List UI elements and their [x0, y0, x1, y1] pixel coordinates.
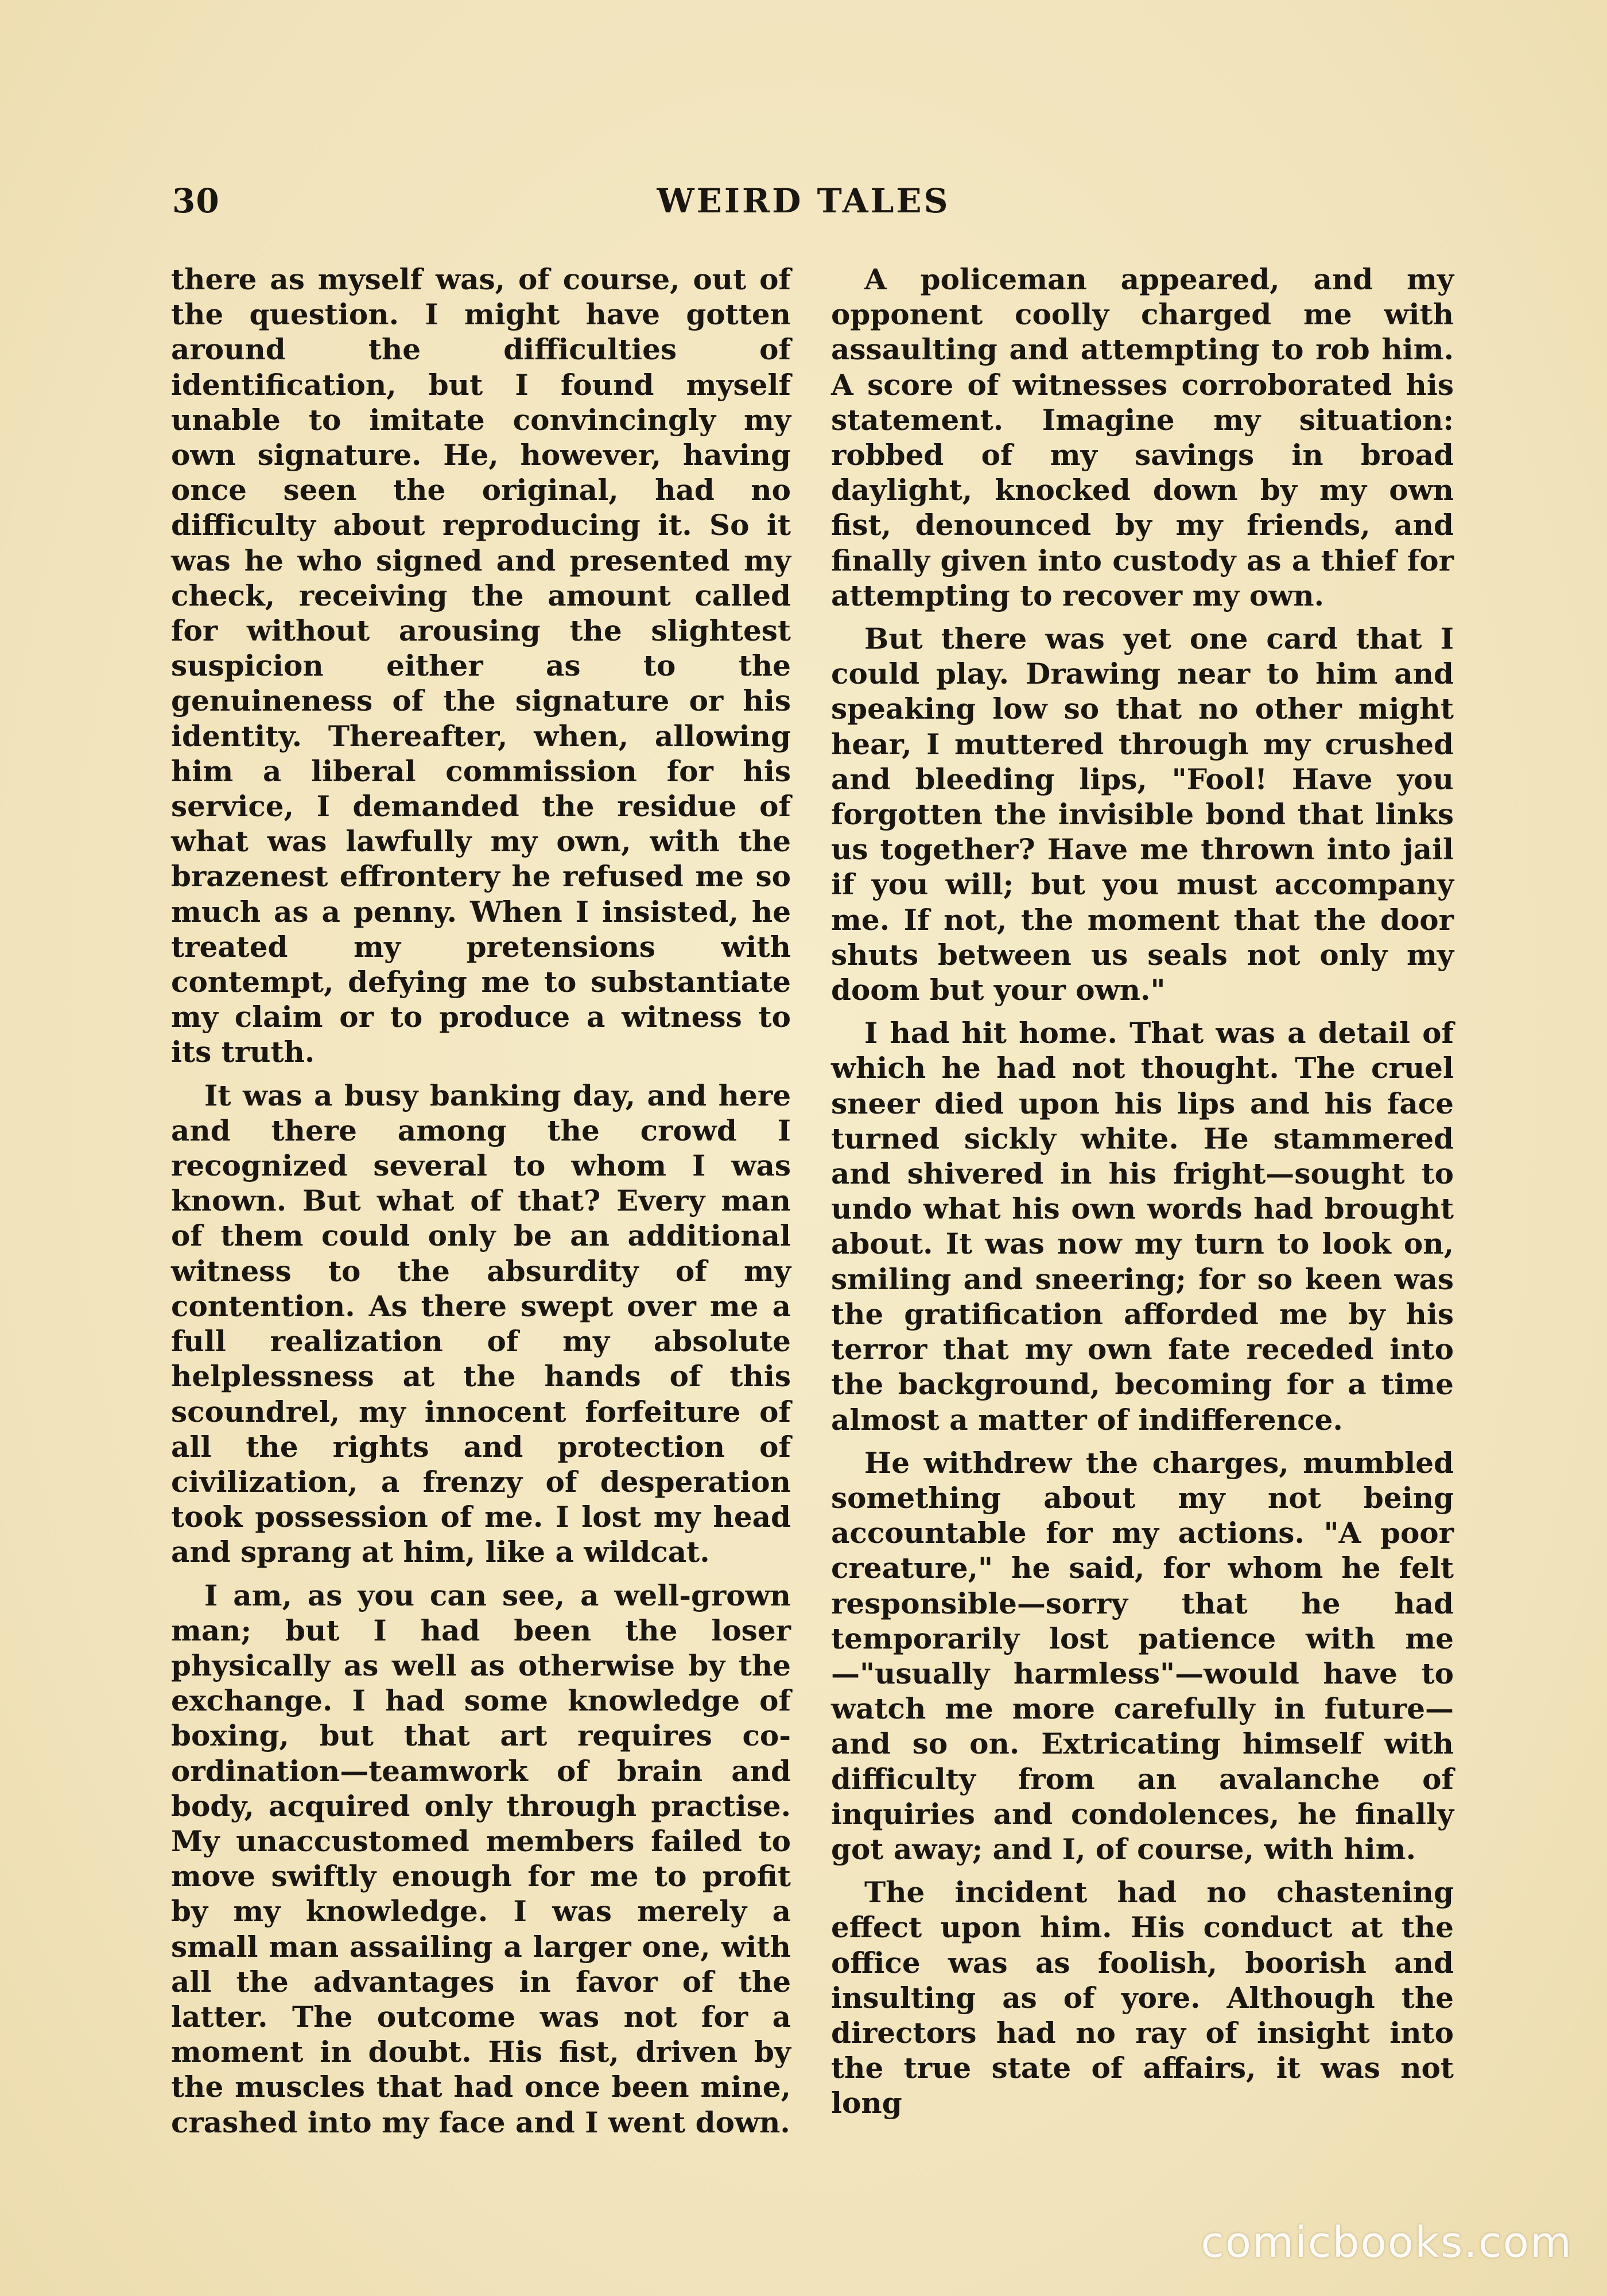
paragraph: It was a busy banking day, and here and there among the crowd I recognized several to whom I was known. But what of that? Every man of them could only be an additional witness to the absurdity of my contention. As there swept over me a full realization of my absolute helplessness at the hands of this scoundrel, my innocent forfeiture of all the rights and protection of civilization, a frenzy of desperation took possession of me. I lost my head and sprang at him, like a wildcat. — [171, 1078, 791, 1569]
page-number: 30 — [172, 181, 220, 220]
paragraph: The incident had no chastening effect upon him. His conduct at the office was as foolish, boorish and insulting as of yore. Although the directors had no ray of insight into the true state of affairs, it was not long — [831, 1875, 1454, 2120]
left-text-column — [171, 262, 791, 2148]
site-watermark: comicbooks.com — [1201, 2218, 1573, 2267]
paragraph: there as myself was, of course, out of the question. I might have gotten around the difficulties of identification, but I found myself unable to imitate convincingly my own signature. He, however, having once seen the original, had no difficulty about reproducing it. So it was he who signed and presented my check, receiving the amount called for without arousing the slightest suspicion either as to the genuineness of the signature or his identity. Thereafter, when, allowing him a liberal commission for his service, I demanded the residue of what was lawfully my own, with the brazenest effrontery he refused me so much as a penny. When I insisted, he treated my pretensions with contempt, defying me to substantiate my claim or to produce a witness to its truth. — [171, 262, 791, 1069]
running-head-title: WEIRD TALES — [657, 181, 950, 220]
paragraph: A policeman appeared, and my opponent coolly charged me with assaulting and attempting to rob him. A score of witnesses corroborated his statement. Imagine my situation: robbed of my savings in broad daylight, knocked down by my own fist, denounced by my friends, and finally given into custody as a thief for attempting to recover my own. — [831, 262, 1454, 612]
paragraph: I am, as you can see, a well-grown man; but I had been the loser physically as well as otherwise by the exchange. I had some knowledge of boxing, but that art requires co-ordination—teamwork of brain and body, acquired only through practise. My unaccustomed members failed to move swiftly enough for me to profit by my knowledge. I was merely a small man assailing a larger one, with all the advantages in favor of the latter. The outcome was not for a moment in doubt. His fist, driven by the muscles that had once been mine, crashed into my face and I went down. — [171, 1578, 791, 2139]
paragraph: I had hit home. That was a detail of which he had not thought. The cruel sneer died upon his lips and his face turned sickly white. He stammered and shivered in his fright—sought to undo what his own words had brought about. It was now my turn to look on, smiling and sneering; for so keen was the gratification afforded me by his terror that my own fate receded into the background, becoming for a time almost a matter of indifference. — [831, 1016, 1454, 1437]
right-text-column — [831, 262, 1454, 2129]
paragraph: But there was yet one card that I could play. Drawing near to him and speaking low so that no other might hear, I muttered through my crushed and bleeding lips, "Fool! Have you forgotten the invisible bond that links us together? Have me thrown into jail if you will; but you must accompany me. If not, the moment that the door shuts between us seals not only my doom but your own." — [831, 622, 1454, 1007]
paragraph: He withdrew the charges, mumbled something about my not being accountable for my actions. "A poor creature," he said, for whom he felt responsible—sorry that he had temporarily lost patience with me—"usually harmless"—would have to watch me more carefully in future—and so on. Extricating himself with difficulty from an avalanche of inquiries and condolences, he finally got away; and I, of course, with him. — [831, 1445, 1454, 1866]
